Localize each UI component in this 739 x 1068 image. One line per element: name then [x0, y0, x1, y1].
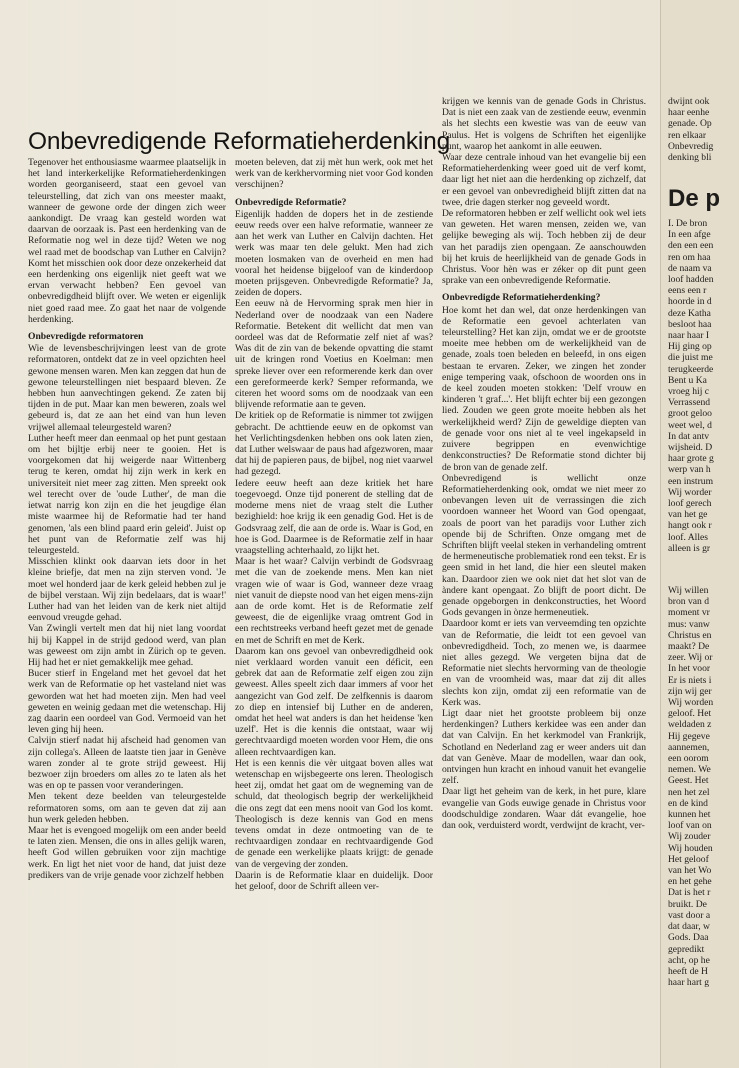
paragraph: Daarom kan ons gevoel van onbevredigdheid ook niet verklaard worden vanuit een déficit, een gebrek dat aan de Reformatie zelf eigen zou zijn geweest. Alles speelt zich daar immers af voor het aangezicht van God zelf. De zelfkennis is daarom zo diep en intensief bij Luther en de anderen, omdat het heel wat anders is dan het heidense 'ken uzelf'. Het is die kennis die ontstaat, waar wij gerechtvaardigd moeten worden voor Hem, die ons alleen rechtvaardigen kan. [235, 645, 433, 758]
clipped-line: Wij willen [668, 585, 709, 596]
paragraph: Men tekent deze beelden van teleurgestelde reformatoren soms, om aan te geven dat zij aan hun werk geleden hebben. [28, 791, 226, 825]
clipped-line: genade. Op [668, 118, 712, 130]
clipped-line: van het ge [668, 509, 708, 521]
clipped-line: heeft de H [668, 965, 708, 977]
subheading-reformatoren: Onbevredigde reformatoren [28, 331, 144, 343]
subheading-herdenking: Onbevredigde Reformatieherdenking? [442, 292, 601, 304]
clipped-line: Hij gegeve [668, 730, 710, 742]
next-page-lines-bottom [668, 585, 738, 1055]
paragraph: Eigenlijk hadden de dopers het in de zestiende eeuw reeds over een halve reformatie, wanneer ze aan het werk van Luther en Calvijn dachten. Het werk was maar ten dele gelukt. Men had zich moeten losmaken van de overheid en men had vooral het heidense bijgeloof van de kinderdoop moeten prijsgeven. Onbevredigde Reformatie? Ja, zeiden de dopers. [235, 208, 433, 299]
clipped-line: Hij ging op [668, 341, 712, 353]
intro-paragraph: Tegenover het enthousiasme waarmee plaatselijk in het land interkerkelijke Reformatieherdenkingen worden georganiseerd, staat een gevoel van teleurstelling, dat zich van ons meester maakt, wanneer de gewone orde der dingen zich weer aankondigt. De vraag kan gesteld worden wat daarvan de oorzaak is. Past een herdenking van de Reformatie nog wel in deze tijd? Weten we nog wel raad met de boodschap van Luther en Calvijn? Komt het misschien ook door deze onzekerheid dat een herdenking ons eigenlijk niet geeft wat we ervan verwacht hebben? Een gevoel van onbevredigdheid blijft over. We weten er eigenlijk niet goed raad mee. Zo gaat het naar de volgende herdenking. [28, 157, 226, 325]
paragraph: Wie de levensbeschrijvingen leest van de grote reformatoren, ontdekt dat ze in veel opzichten heel gewone mensen waren. Men kan zeggen dat hun de gewone teleurstellingen niet bespaard bleven. Ze hebben hun aanvechtingen gekend. Ze zaten bij tijden in de put. Maar kan men beweren, zoals wel gebeurd is, dat ze aan het eind van hun leven vrijwel allemaal teleurgesteld waren? [28, 343, 226, 433]
clipped-line: dat daar, w [668, 921, 710, 933]
clipped-line: haar grote g [668, 453, 714, 465]
clipped-line: nen het zel [668, 786, 710, 798]
clipped-line: gepredikt [668, 943, 705, 955]
paragraph: Onbevredigend is wellicht onze Reformatieherdenking ook, omdat we niet meer zo onbevangen leven uit de verrassingen die zich voordoen wanneer het Woord van God opengaat, zoals de poort van het paradijs voor Luther zich opende bij de Schriften. Onze omgang met de Schriften blijft veelal steken in verhandeling omtrent de hermeneutische problematiek rond een tekst. Er is geen smid in het land, die hier een sleutel maken kan. Daardoor zien we ook niet dat het slot van de àndere kant opengaat. Zo blijft de poort dicht. De genade opgeborgen in denkconstructies, het Woord Gods gevangen in ònze hermeneutiek. [442, 472, 646, 619]
clipped-line: Gods. Daa [668, 932, 709, 944]
clipped-line: haar eenhe [668, 107, 710, 119]
paragraph: Daardoor komt er iets van verveemding ten opzichte van de Reformatie, die leidt tot een gevoel van onbevredigdheid. Toch, zo menen we, is daarmee niet alles gezegd. We vergeten bijna dat de Reformatie niet slechts hervorming van de theologie en van de vroomheid was, maar dat zij dit alles slechts kon zijn, omdat zij een reformatie van de Kerk was. [442, 618, 646, 708]
clipped-line: loof. Alles [668, 531, 708, 543]
next-article-title: De p [668, 185, 721, 212]
clipped-line: ren elkaar [668, 129, 707, 141]
article-column-3 [442, 96, 646, 1052]
paragraph: Maar het is evengoed mogelijk om een ander beeld te laten zien. Mensen, die ons in alles gelijk waren, heeft God willen gebruiken voor zijn machtige werk. En ligt het niet voor de hand, dat juist deze predikers van de vrije genade voor zichzelf hebben [28, 824, 226, 881]
clipped-line: werp van h [668, 464, 711, 476]
clipped-line: den een een [668, 240, 714, 252]
article-title: Onbevredigende Reformatieherdenking [28, 128, 451, 155]
clipped-line: loof hadden [668, 274, 714, 286]
clipped-line: I. De bron [668, 218, 708, 229]
clipped-line: dwijnt ook [668, 96, 710, 107]
paragraph: Het is een kennis die vèr uitgaat boven alles wat wetenschap en wijsbegeerte ons leren. Theologisch heet zij, omdat het gaat om de wegneming van de schuld, dat theologisch begrip der werkelijkheid die ons zegt dat een mens nooit van God los komt. Theologisch is deze kennis van God en mens tevens omdat in deze ontmoeting van de te rechtvaardigen zondaar en rechtvaardigende God de genade een werkelijke plaats krijgt: de genade van de vergeving der zonden. [235, 757, 433, 870]
clipped-line: kunnen het [668, 809, 711, 821]
clipped-line: die juist me [668, 352, 713, 364]
clipped-line: bruikt. De [668, 898, 707, 910]
clipped-line: Geest. Het [668, 775, 709, 787]
clipped-line: bron van d [668, 596, 710, 608]
clipped-line: een oorom [668, 753, 709, 765]
clipped-line: loof van on [668, 820, 712, 832]
paragraph: De reformatoren hebben er zelf wellicht ook wel iets van geweten. Het waren mensen, zeiden we, van gelijke beweging als wij. Toch hebben zij de deur van het paradijs zien opengaan. Ze aanschouwden bij het kruis de heerlijkheid van de genade Gods in Christus. Voor hèn was er zéker op dit punt geen sprake van een onbevredigende Reformatie. [442, 208, 646, 287]
clipped-line: Er is niets i [668, 674, 712, 686]
paragraph: Daar ligt het geheim van de kerk, in het pure, klare evangelie van Gods euwige genade in Christus voor doodschuldige zondaren. Waar dát evangelie, hoe dan ook, verduisterd wordt, verdwijnt de kracht, ver- [442, 786, 646, 831]
clipped-line: zijn wij ger [668, 685, 712, 697]
paragraph: Daarin is de Reformatie klaar en duidelijk. Door het geloof, door de Schrift alleen ver- [235, 869, 433, 892]
next-page-lines-middle [668, 218, 738, 558]
paragraph: moeten beleven, dat zij mèt hun werk, ook met het werk van de kerkhervorming niet voor God konden verschijnen? [235, 157, 433, 191]
paragraph: krijgen we kennis van de genade Gods in Christus. Dat is niet een zaak van de zestiende eeuw, evenmin als het slechts een kwestie was van de eeuw van Paulus. Het is volgens de Schriften het eigenlijke punt, waarop het aankomt in alle eeuwen. [442, 96, 646, 152]
clipped-line: In een afge [668, 229, 711, 241]
clipped-line: en het gehe [668, 876, 712, 888]
clipped-line: van het Wo [668, 865, 712, 877]
clipped-line: In het voor [668, 663, 711, 675]
paragraph: De kritiek op de Reformatie is nimmer tot zwijgen gebracht. De achttiende eeuw en de opkomst van het Verlichtingsdenken hebben ons ook laten zien, dat Luther welswaar de paus had afgezworen, maar dat hij de papieren paus, de bijbel, nog niet vaarwel had gezegd. [235, 410, 433, 478]
clipped-line: hoorde in d [668, 296, 712, 308]
paragraph: Calvijn stierf nadat hij afscheid had genomen van zijn collega's. Alleen de laatste tien jaar in Genève waren zonder al te grote strijd geweest. Hij bezwoer zijn broeders om alles zo te laten als het was en op te passen voor veranderingen. [28, 735, 226, 792]
subheading-reformatie: Onbevredigde Reformatie? [235, 196, 347, 208]
clipped-line: Christus en [668, 629, 712, 641]
clipped-line: Dat is het r [668, 887, 711, 899]
clipped-line: wijsheid. D [668, 442, 713, 454]
clipped-line: een instrum [668, 475, 714, 487]
clipped-line: Wij worder [668, 486, 712, 498]
paragraph: Iedere eeuw heeft aan deze kritiek het hare toegevoegd. Onze tijd ponerent de stelling dat de moderne mens niet de vraag stelt die Luther bezighield: hoe krijg ik een genadig God. Het is de Godsvraag zelf, die aan de orde is. Waar is God, en hoe is God. Daarmee is de Reformatie zelf in haar vraagstelling achterhaald, zo lijkt het. [235, 477, 433, 556]
paragraph: Ligt daar niet het grootste probleem bij onze herdenkingen? Luthers kerkidee was een ander dan dat van Calvijn. En het kerkmodel van Frankrijk, Schotland en Nederland zag er weer anders uit dan dat van Genève. Maar de modellen, waar dan ook, ontvingen hun kracht en inhoud vanuit het evangelie zelf. [442, 707, 646, 787]
clipped-line: haar hart g [668, 977, 710, 989]
clipped-line: moment vr [668, 607, 710, 619]
clipped-line: Bent u Ka [668, 374, 707, 386]
paragraph: Misschien klinkt ook daarvan iets door in het kleine briefje, dat men na zijn sterven vond. 'Je moet wel honderd jaar de kerk geleid hebben zul je de bijbel verstaan. Wij zijn bedelaars, dat is waar!' Luther had van het leiden van de kerk niet altijd eenvoud vreugde gehad. [28, 556, 226, 624]
clipped-line: eens een r [668, 285, 707, 297]
clipped-line: deze Katha [668, 307, 711, 319]
clipped-line: mus: vanw [668, 618, 710, 630]
article-column-1 [28, 157, 226, 1052]
clipped-line: hangt ook r [668, 520, 712, 532]
clipped-line: maakt? De [668, 641, 710, 653]
paragraph: Waar deze centrale inhoud van het evangelie bij een Reformatieherdenking weer goed uit de verf komt, daar ligt het niet aan die herdenking op zichzelf, dat er een gevoel van onbevredigheid blijft zitten dat na twee, drie dagen sterker nog geveeld wordt. [442, 152, 646, 208]
clipped-line: Wij zouder [668, 831, 711, 843]
next-page-lines-top [668, 96, 738, 164]
clipped-line: en de kind [668, 797, 708, 809]
clipped-line: naar haar I [668, 330, 710, 342]
clipped-line: terugkeerde [668, 363, 714, 375]
clipped-line: geloof. Het [668, 708, 712, 720]
paragraph: Van Zwingli vertelt men dat hij niet lang voordat hij bij Kappel in de strijd gedood werd, van plan was geweest om zijn ambt in Zürich op te geven. Hij had het er niet gemakkelijk mee gehad. [28, 623, 226, 668]
paragraph: Maar is het waar? Calvijn verbindt de Godsvraag met die van de zoekende mens. Men kan niet vragen wie of waar is God, wanneer deze vraag niet vanuit de diepste nood van het eigen mens-zijn aan de orde komt. Het is de Reformatie zelf geweest, die de eigenlijke vraag omtrent God in een rechtstreeks verband heeft gezet met de genade en met de Schrift en met de Kerk. [235, 556, 433, 646]
clipped-line: zeer. Wij or [668, 652, 713, 664]
clipped-line: vast door a [668, 909, 711, 921]
clipped-line: weldaden z [668, 719, 712, 731]
clipped-line: Het geloof [668, 853, 709, 865]
clipped-line: alleen is gr [668, 542, 711, 554]
clipped-line: In dat antv [668, 430, 710, 442]
clipped-line: de naam va [668, 262, 712, 274]
clipped-line: vroeg hij c [668, 386, 710, 398]
clipped-line: Onbevredig [668, 140, 714, 152]
paragraph: Hoe komt het dan wel, dat onze herdenkingen van de Reformatie een gevoel achterlaten van teleurstelling? Het kan zijn, omdat we er de grootste moeite mee hebben om de werkelijkheid van de genade, zoals toen beleden en beleefd, in ons eigen bestaan te ervaren. Zeker, we zingen het zonder enige tempering vaak, ofschoon de woorden ons in de keel zouden moeten stokken: 'Delf vrouw en kinderen 't graf...'. Het blijft echter bij een gezongen lied. Zouden we geen grote moeite hebben als het werkelijkheid werd? Zijn de geweldige diepten van de genade voor ons niet al te veel ingekapseld in zuivere begrippen en evenwichtige denkconstructies? De Reformatie stond dichter bij de bron van de genade zelf. [442, 304, 646, 473]
paragraph: Luther heeft meer dan eenmaal op het punt gestaan om het bijltje erbij neer te gooien. Het is voorgekomen dat hij weigerde naar Wittenberg terug te keren, omdat hij zijn werk in kerk en universiteit niet meer zag zitten. Men spreekt ook wel terecht over de 'oude Luther', de man die ietwat narrig kon zijn en die het jeugdige élan miste waarmee hij de Reformatie had ter hand genomen, 'als een blind paard erin geleid'. Juist op het punt van de Reformatie zelf was hij teleurgesteld. [28, 432, 226, 556]
article-column-2 [235, 157, 433, 1052]
clipped-line: nemen. We [668, 764, 711, 776]
paragraph: Een eeuw nà de Hervorming sprak men hier in Nederland over de noodzaak van een Nadere Reformatie. Betekent dit wellicht dat men van oordeel was dat de Reformatie zelf niet af was? Was dit de zin van de bekende opvatting die stamt uit de kringen rond Voetius en Koelman: men spreke liever over een reformerende kerk dan over een gereformeerde kerk? Semper reformanda, we citeren het woord soms om de noodzaak van een blijvende reformatie aan te geven. [235, 298, 433, 411]
clipped-line: acht, op he [668, 954, 710, 966]
clipped-line: loof gerech [668, 498, 712, 510]
clipped-line: aannemen, [668, 741, 710, 753]
clipped-line: Verrassend [668, 397, 711, 409]
clipped-line: denking bli [668, 152, 712, 164]
clipped-line: ren om haa [668, 251, 711, 263]
clipped-line: groot geloo [668, 408, 712, 420]
clipped-line: Wij houden [668, 842, 713, 854]
clipped-line: Wij worden [668, 697, 714, 709]
clipped-line: weet wel, d [668, 419, 712, 431]
paragraph: Bucer stierf in Engeland met het gevoel dat het werk van de Reformatie op het vasteland niet was geworden wat het had moeten zijn. Men had veel geweten en weinig gedaan met die wetenschap. Hij zag daarin een oordeel van God. Vermoeid van het leven ging hij heen. [28, 668, 226, 736]
clipped-line: besloot haa [668, 318, 712, 330]
